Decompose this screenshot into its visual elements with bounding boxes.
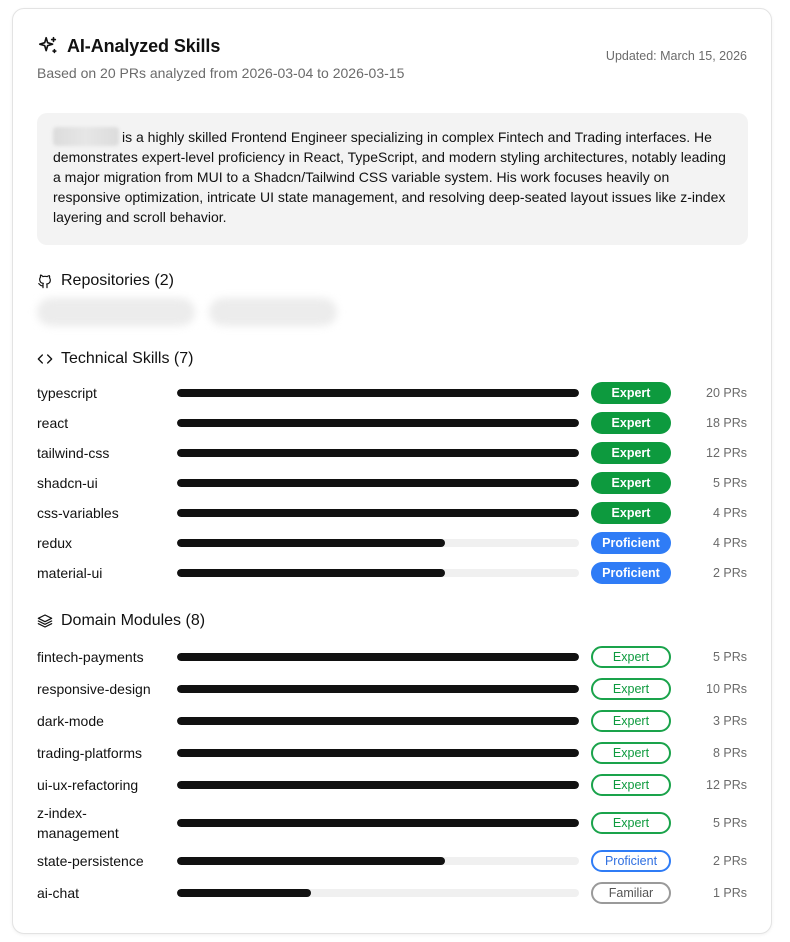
skill-row [37, 877, 747, 909]
skill-progress-fill [177, 819, 579, 827]
skill-name: ui-ux-refactoring [37, 777, 139, 793]
ai-summary [37, 113, 748, 245]
skill-progress-bar [177, 419, 579, 427]
domain-modules-header [37, 612, 205, 630]
repository-chip[interactable] [209, 298, 337, 326]
card-header [37, 35, 747, 85]
skill-level-badge: Proficient [591, 850, 671, 872]
skill-progress-bar [177, 857, 579, 865]
skill-pr-count: 12 PRs [706, 446, 747, 460]
skill-name: z-index-management [37, 805, 119, 841]
skill-level-badge: Expert [591, 502, 671, 524]
skill-name: shadcn-ui [37, 475, 98, 491]
skill-level-badge: Expert [591, 678, 671, 700]
skill-level-badge: Expert [591, 382, 671, 404]
skill-pr-count: 3 PRs [712, 714, 747, 728]
analysis-subtitle: Based on 20 PRs analyzed from 2026-03-04 to 2026-03-15 [37, 65, 405, 81]
skill-pr-count: 5 PRs [712, 476, 747, 490]
skill-name: css-variables [37, 505, 119, 521]
skill-pr-count: 2 PRs [712, 566, 747, 580]
skills-card [12, 8, 772, 934]
skill-progress-fill [177, 685, 579, 693]
skill-pr-count: 5 PRs [712, 650, 747, 664]
skill-pr-count: 12 PRs [706, 778, 747, 792]
skill-progress-bar [177, 749, 579, 757]
repositories-title: Repositories (2) [61, 272, 174, 289]
skill-progress-fill [177, 857, 445, 865]
skill-progress-bar [177, 685, 579, 693]
skill-progress-fill [177, 419, 579, 427]
skill-progress-bar [177, 389, 579, 397]
skill-pr-count: 5 PRs [712, 816, 747, 830]
skill-name: ai-chat [37, 885, 80, 901]
skill-progress-bar [177, 569, 579, 577]
skill-progress-bar [177, 781, 579, 789]
domain-modules-list [37, 641, 747, 909]
skill-pr-count: 1 PRs [712, 886, 747, 900]
skill-row [37, 498, 747, 528]
skill-progress-fill [177, 889, 311, 897]
skill-name: fintech-payments [37, 649, 144, 665]
skill-level-badge: Proficient [591, 562, 671, 584]
repository-chip[interactable] [37, 298, 195, 326]
skill-progress-bar [177, 509, 579, 517]
skill-pr-count: 4 PRs [712, 536, 747, 550]
skill-level-badge: Familiar [591, 882, 671, 904]
redacted-name [53, 127, 119, 146]
skill-name: redux [37, 535, 73, 551]
skill-name: dark-mode [37, 713, 104, 729]
domain-modules-title: Domain Modules (8) [61, 612, 206, 629]
skill-progress-fill [177, 749, 579, 757]
skill-name: material-ui [37, 565, 103, 581]
skill-level-badge: Expert [591, 646, 671, 668]
technical-skills-list [37, 378, 747, 588]
skill-progress-bar [177, 717, 579, 725]
skill-progress-fill [177, 509, 579, 517]
skill-pr-count: 18 PRs [706, 416, 747, 430]
skill-row [37, 528, 747, 558]
skill-progress-bar [177, 653, 579, 661]
skill-row [37, 641, 747, 673]
repositories-header [37, 272, 174, 290]
skill-pr-count: 8 PRs [712, 746, 747, 760]
skill-pr-count: 10 PRs [706, 682, 747, 696]
skill-level-badge: Expert [591, 742, 671, 764]
skill-progress-fill [177, 717, 579, 725]
updated-date: Updated: March 15, 2026 [605, 49, 747, 63]
skill-pr-count: 2 PRs [712, 854, 747, 868]
github-icon [37, 273, 53, 289]
skill-row [37, 558, 747, 588]
skill-row [37, 438, 747, 468]
skill-level-badge: Expert [591, 710, 671, 732]
skill-progress-fill [177, 781, 579, 789]
skill-name: tailwind-css [37, 445, 110, 461]
code-icon [37, 351, 53, 367]
skill-pr-count: 20 PRs [706, 386, 747, 400]
skill-row [37, 801, 747, 845]
skill-row [37, 845, 747, 877]
skill-progress-fill [177, 449, 579, 457]
repository-list [37, 295, 353, 329]
skill-row [37, 468, 747, 498]
skill-progress-bar [177, 819, 579, 827]
skill-name: trading-platforms [37, 745, 143, 761]
skill-progress-fill [177, 389, 579, 397]
skill-level-badge: Expert [591, 412, 671, 434]
skill-progress-fill [177, 479, 579, 487]
skill-row [37, 408, 747, 438]
skill-row [37, 378, 747, 408]
skill-name: responsive-design [37, 681, 151, 697]
skill-progress-bar [177, 539, 579, 547]
technical-skills-header [37, 350, 193, 368]
skill-level-badge: Expert [591, 472, 671, 494]
skill-name: typescript [37, 385, 97, 401]
skill-progress-bar [177, 889, 579, 897]
skill-pr-count: 4 PRs [712, 506, 747, 520]
sparkles-icon [37, 35, 59, 57]
card-title: AI-Analyzed Skills [67, 35, 221, 56]
skill-name: state-persistence [37, 853, 144, 869]
skill-row [37, 769, 747, 801]
layers-icon [37, 613, 53, 629]
skill-level-badge: Proficient [591, 532, 671, 554]
skill-progress-fill [177, 653, 579, 661]
skill-name: react [37, 415, 69, 431]
skill-level-badge: Expert [591, 442, 671, 464]
skill-progress-fill [177, 539, 445, 547]
technical-skills-title: Technical Skills (7) [61, 350, 194, 367]
skill-row [37, 737, 747, 769]
skill-row [37, 705, 747, 737]
skill-progress-bar [177, 479, 579, 487]
summary-text: is a highly skilled Frontend Engineer specializing in complex Fintech and Trading interfaces. He demonstrates expert-level proficiency in React, TypeScript, and modern styling architectures, notably leading a major migration from MUI to a Shadcn/Tailwind CSS variable system. His work focuses heavily on responsive optimization, intricate UI state management, and resolving deep-seated layout issues like z-index layering and scroll behavior. [53, 129, 726, 225]
skill-level-badge: Expert [591, 812, 671, 834]
skill-level-badge: Expert [591, 774, 671, 796]
skill-progress-bar [177, 449, 579, 457]
skill-row [37, 673, 747, 705]
skill-progress-fill [177, 569, 445, 577]
